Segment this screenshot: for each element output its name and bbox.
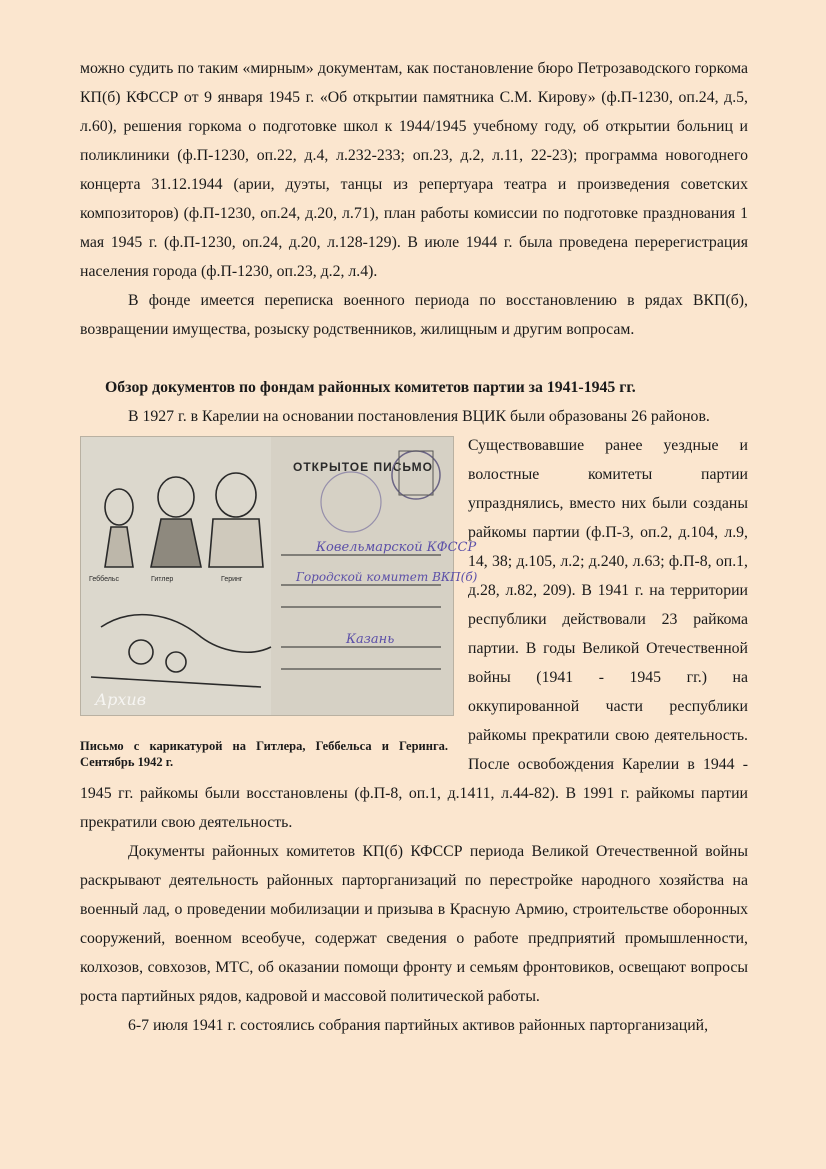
label-goebbels: Геббельс bbox=[89, 576, 119, 583]
postcard-title: ОТКРЫТОЕ ПИСЬМО bbox=[293, 460, 434, 474]
paragraph: В фонде имеется переписка военного периода по восстановлению в рядах ВКП(б), возвращении имущества, розыску родственников, жилищным и другим вопросам. bbox=[80, 292, 748, 338]
handwriting-line: Казань bbox=[346, 632, 395, 647]
label-hitler: Гитлер bbox=[151, 576, 174, 583]
section-heading: Обзор документов по фондам районных комитетов партии за 1941-1945 гг. bbox=[105, 379, 636, 396]
paragraph: можно судить по таким «мирным» документам, как постановление бюро Петрозаводского горкома КП(б) КФССР от 9 января 1945 г. «Об открытии памятника С.М. Кирову» (ф.П-1230, оп.24, д.5, л.60), решения горкома о подготовке школ к 1944/1945 учебному году, об открытии больниц и поликлиники (ф.П-1230, оп.22, д.4, л.232-233; оп.23, д.2, л.11, 22-23); программа новогоднего концерта 31.12.1944 (арии, дуэты, танцы из репертуара театра и произведения советских композиторов) (ф.П-1230, оп.24, д.20, л.71), план работы комиссии по подготовке празднования 1 мая 1945 г. (ф.П-1230, оп.24, д.20, л.128-129). В июле 1944 г. была проведена перерегистрация населения города (ф.П-1230, оп.23, д.2, л.4). bbox=[80, 60, 748, 280]
label-goering: Геринг bbox=[221, 576, 243, 583]
paragraph: Существовавшие ранее уездные и волостные комитеты партии упразднялись, вместо них были созданы райкомы партии (ф.П-3, оп.2, д.104, л.9, 14, 38; д.105, л.2; д.240, л.63; ф.П-8, оп.1, д.28, л.82, 209). В 1941 г. на территории республики действовали 23 райкома партии. В годы Великой Отечественной войны (1941 - 1945 гг.) на оккупированной части республики райкомы прекратили свою деятельность. После освобождения Карелии в 1944 - 1945 гг. райкомы были восстановлены (ф.П-8, оп.1, д.1411, л.44-82). В 1991 г. райкомы партии прекратили свою деятельность. bbox=[80, 437, 748, 831]
paragraph: Документы районных комитетов КП(б) КФССР периода Великой Отечественной войны раскрывают деятельность районных парторганизаций по перестройке народного хозяйства на военный лад, о проведении мобилизации и призыва в Красную Армию, строительстве оборонных сооружений, военном всеобуче, содержат сведения о работе предприятий промышленности, колхозов, совхозов, МТС, об оказании помощи фронту и семьям фронтовиков, освещают вопросы роста партийных рядов, кадровой и массовой политической работы. bbox=[80, 843, 748, 1005]
postcard-image bbox=[80, 436, 478, 716]
paragraph: В 1927 г. в Карелии на основании постановления ВЦИК были образованы 26 районов. bbox=[128, 408, 710, 425]
handwriting-line: Городской комитет ВКП(б) bbox=[296, 570, 478, 584]
document-page bbox=[80, 54, 748, 1040]
handwriting-line: Ковельмарской КФССР bbox=[316, 540, 477, 555]
paragraph: 6-7 июля 1941 г. состоялись собрания партийных активов районных парторганизаций, bbox=[128, 1017, 709, 1034]
figure-caption: Письмо с карикатурой на Гитлера, Геббельса и Геринга. Сентябрь 1942 г. bbox=[80, 739, 448, 769]
watermark: Архив bbox=[95, 690, 146, 709]
